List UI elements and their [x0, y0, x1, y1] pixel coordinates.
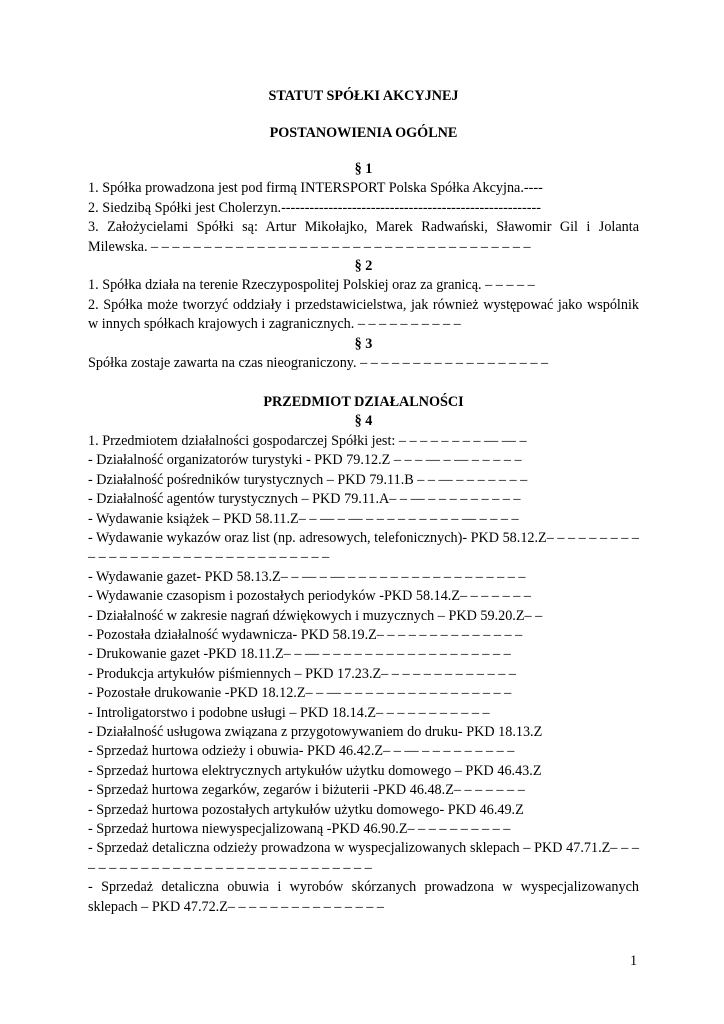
list-item: - Wydawanie gazet- PKD 58.13.Z– – –– – –– – – – – – – – – – – – – – – – – – [88, 568, 526, 585]
list-item: - Wydawanie wykazów oraz list (np. adresowych, telefonicznych)- PKD 58.12.Z– – – – – – – – – – – – – – – – – – – – – – – – – – – – – – – – [88, 529, 639, 566]
list-item: - Sprzedaż detaliczna obuwia i wyrobów skórzanych prowadzona w wyspecjalizowanych sklepach – PKD 47.72.Z– – – – – – – – – – – – – – – [88, 879, 639, 915]
list-item: - Działalność w zakresie nagrań dźwiękowych i muzycznych – PKD 59.20.Z– – [88, 607, 543, 624]
list-item: - Introligatorstwo i podobne usługi – PKD 18.14.Z– – – – – – – – – – – [88, 704, 490, 721]
list-item: - Sprzedaż hurtowa pozostałych artykułów użytku domowego- PKD 46.49.Z [88, 801, 524, 818]
list-item: - Sprzedaż hurtowa niewyspecjalizowaną -PKD 46.90.Z– – – – – – – – – – [88, 821, 511, 837]
list-item: - Drukowanie gazet -PKD 18.11.Z– – –– – – – – – – – – – – – – – – – – – – [88, 646, 511, 663]
list-item: - Sprzedaż hurtowa zegarków, zegarów i biżuterii -PKD 46.48.Z– – – – – – – [88, 782, 525, 799]
text-line: 1. Spółka prowadzona jest pod firmą INTERSPORT Polska Spółka Akcyjna.---- [88, 180, 543, 197]
document-title: STATUT SPÓŁKI AKCYJNEJ [268, 88, 459, 104]
text-line: 2. Siedzibą Spółki jest Cholerzyn.------------------------------------------------------- [88, 199, 541, 216]
list-item: - Sprzedaż hurtowa odzieży i obuwia- PKD 46.42.Z– – –– – – – – – – – – – [88, 743, 515, 760]
list-item: - Sprzedaż hurtowa elektrycznych artykułów użytku domowego – PKD 46.43.Z [88, 762, 542, 779]
paragraph-marker-4: § 4 [354, 413, 373, 430]
list-item: - Działalność pośredników turystycznych – PKD 79.11.B – – –– – – – – – – – [88, 471, 528, 488]
text-line: 1. Spółka działa na terenie Rzeczypospolitej Polskiej oraz za granicą. – – – – – [88, 277, 535, 294]
list-item: - Działalność usługowa związana z przygotowywaniem do druku- PKD 18.13.Z [88, 723, 543, 740]
paragraph-marker-2: § 2 [354, 258, 373, 275]
text-line: 2. Spółka może tworzyć oddziały i przedstawicielstwa, jak również występować jako wspólnik w innych spółkach krajowych i zagranicznych. – – – – – – – – – – [88, 296, 639, 333]
list-item: - Wydawanie książek – PKD 58.11.Z– – –– – –– – – – – – – – – – –– – – – – [88, 510, 519, 527]
list-item: - Produkcja artykułów piśmiennych – PKD 17.23.Z– – – – – – – – – – – – – [88, 665, 516, 682]
document-body [88, 87, 639, 917]
section-heading-activity: PRZEDMIOT DZIAŁALNOŚCI [263, 394, 464, 411]
list-item: - Wydawanie czasopism i pozostałych periodyków -PKD 58.14.Z– – – – – – – [88, 588, 531, 605]
section-heading-general: POSTANOWIENIA OGÓLNE [269, 125, 458, 141]
list-item: 1. Przedmiotem działalności gospodarczej Spółki jest: – – – – – – – – –– –– – [88, 432, 527, 449]
list-item: - Działalność agentów turystycznych – PKD 79.11.A– – –– – – – – – – – – – [88, 491, 521, 508]
text-line: 3. Założycielami Spółki są: Artur Mikołajko, Marek Radwański, Sławomir Gil i Jolanta Milewska. – – – – – – – – – – – – – – – – – – – – – – – – – – – – – – – – – – – – [88, 219, 639, 255]
page-number: 1 [630, 953, 638, 969]
list-item: - Działalność organizatorów turystyki - PKD 79.12.Z – – – –– – –– – – – – – [88, 452, 522, 469]
paragraph-marker-3: § 3 [354, 335, 373, 352]
text-line: Spółka zostaje zawarta na czas nieograniczony. – – – – – – – – – – – – – – – – – – [88, 355, 549, 372]
list-item: - Pozostała działalność wydawnicza- PKD 58.19.Z– – – – – – – – – – – – – – [88, 626, 523, 643]
paragraph-marker-1: § 1 [354, 161, 373, 177]
activity-list [88, 432, 639, 917]
list-item: - Sprzedaż detaliczna odzieży prowadzona w wyspecjalizowanych sklepach – PKD 47.71.Z– – – – – – – – – – – – – – – – – – – – – – – – – – – – – – [88, 840, 639, 876]
list-item: - Pozostałe drukowanie -PKD 18.12.Z– – –– – – – – – – – – – – – – – – – – [88, 685, 512, 702]
